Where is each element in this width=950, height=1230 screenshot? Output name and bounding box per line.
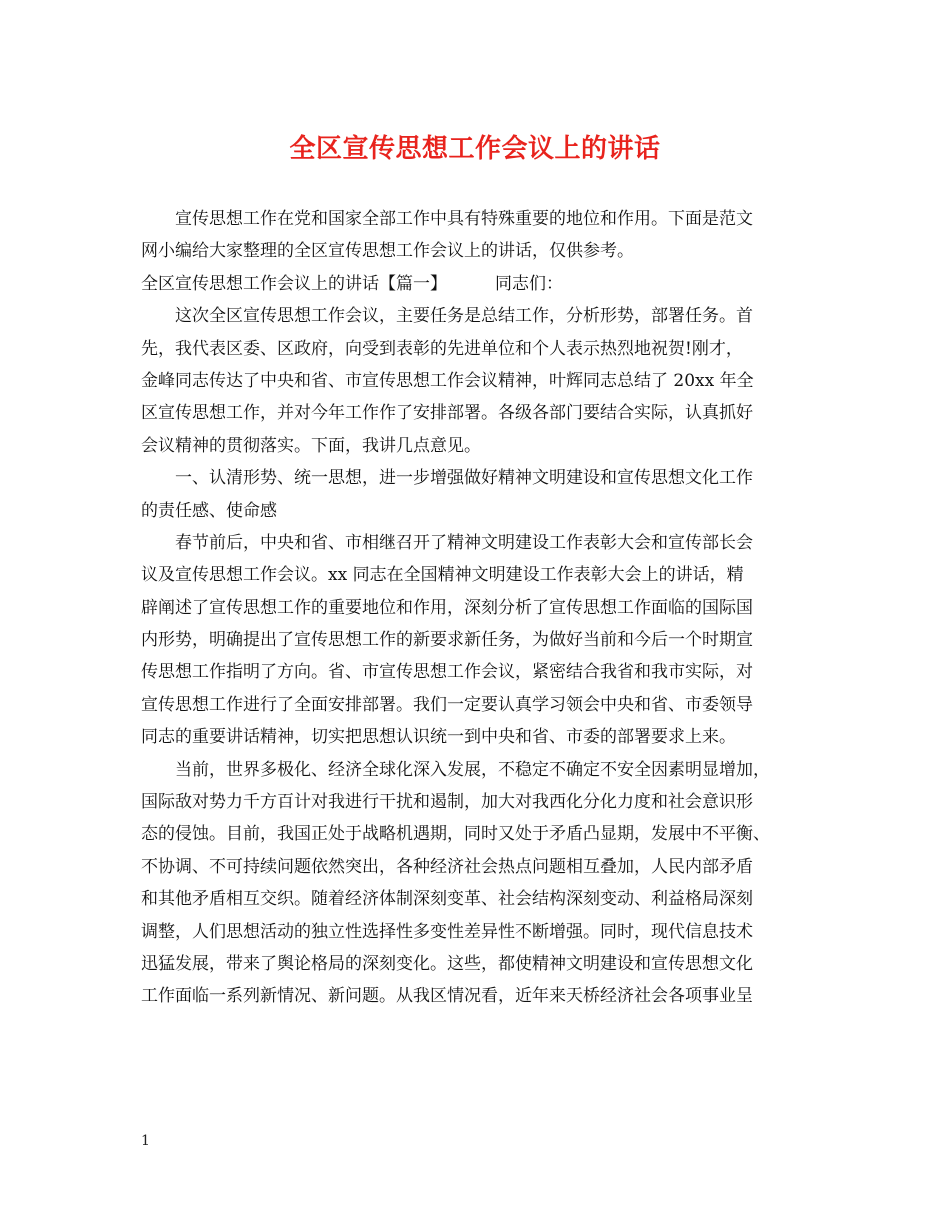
body-line: 当前，世界多极化、经济全球化深入发展，不稳定不确定不安全因素明显增加，: [175, 759, 770, 780]
body-line: 网小编给大家整理的全区宣传思想工作会议上的讲话，仅供参考。: [141, 241, 634, 262]
body-line: 不协调、不可持续问题依然突出，各种经济社会热点问题相互叠加，人民内部矛盾: [141, 856, 753, 877]
body-line: 同志的重要讲话精神，切实把思想认识统一到中央和省、市委的部署要求上来。: [141, 727, 736, 748]
body-line: 一、认清形势、统一思想，进一步增强做好精神文明建设和宣传思想文化工作: [175, 468, 753, 489]
body-line: 区宣传思想工作，并对今年工作作了安排部署。各级各部门要结合实际，认真抓好: [141, 403, 753, 424]
body-line: 传思想工作指明了方向。省、市宣传思想工作会议，紧密结合我省和我市实际，对: [141, 662, 753, 683]
body-line: 金峰同志传达了中央和省、市宣传思想工作会议精神，叶辉同志总结了 20xx 年全: [141, 370, 754, 391]
body-line: 调整，人们思想活动的独立性选择性多变性差异性不断增强。同时，现代信息技术: [141, 921, 753, 942]
body-line: 春节前后，中央和省、市相继召开了精神文明建设工作表彰大会和宣传部长会: [175, 532, 753, 553]
body-line: 宣传思想工作在党和国家全部工作中具有特殊重要的地位和作用。下面是范文: [175, 209, 753, 229]
body-line: 先，我代表区委、区政府，向受到表彰的先进单位和个人表示热烈地祝贺!刚才，: [141, 338, 743, 359]
body-line: 辟阐述了宣传思想工作的重要地位和作用，深刻分析了宣传思想工作面临的国际国: [141, 597, 753, 618]
section-heading: 全区宣传思想工作会议上的讲话【篇一】: [141, 273, 447, 294]
body-line: 和其他矛盾相互交织。随着经济体制深刻变革、社会结构深刻变动、利益格局深刻: [141, 889, 753, 910]
body-line: 会议精神的贯彻落实。下面，我讲几点意见。: [141, 435, 481, 456]
body-line: 内形势，明确提出了宣传思想工作的新要求新任务，为做好当前和今后一个时期宣: [141, 630, 753, 651]
document-body: [141, 203, 821, 1013]
page-number: 1: [141, 1133, 150, 1149]
greeting: 同志们：: [495, 273, 563, 294]
document-title: 全区宣传思想工作会议上的讲话: [289, 134, 661, 164]
body-line: 态的侵蚀。目前，我国正处于战略机遇期，同时又处于矛盾凸显期，发展中不平衡、: [141, 824, 770, 845]
body-line: 迅猛发展，带来了舆论格局的深刻变化。这些，都使精神文明建设和宣传思想文化: [141, 953, 753, 974]
body-line: 工作面临一系列新情况、新问题。从我区情况看，近年来天桥经济社会各项事业呈: [141, 986, 753, 1007]
body-line: 国际敌对势力千方百计对我进行干扰和遏制，加大对我西化分化力度和社会意识形: [141, 792, 753, 813]
body-line: 的责任感、使命感: [141, 500, 277, 521]
body-line: 这次全区宣传思想工作会议，主要任务是总结工作，分析形势，部署任务。首: [175, 306, 753, 327]
section-subheader: [141, 268, 821, 300]
body-line: 议及宣传思想工作会议。xx 同志在全国精神文明建设工作表彰大会上的讲话，精: [141, 565, 744, 586]
body-line: 宣传思想工作进行了全面安排部署。我们一定要认真学习领会中央和省、市委领导: [141, 694, 753, 715]
